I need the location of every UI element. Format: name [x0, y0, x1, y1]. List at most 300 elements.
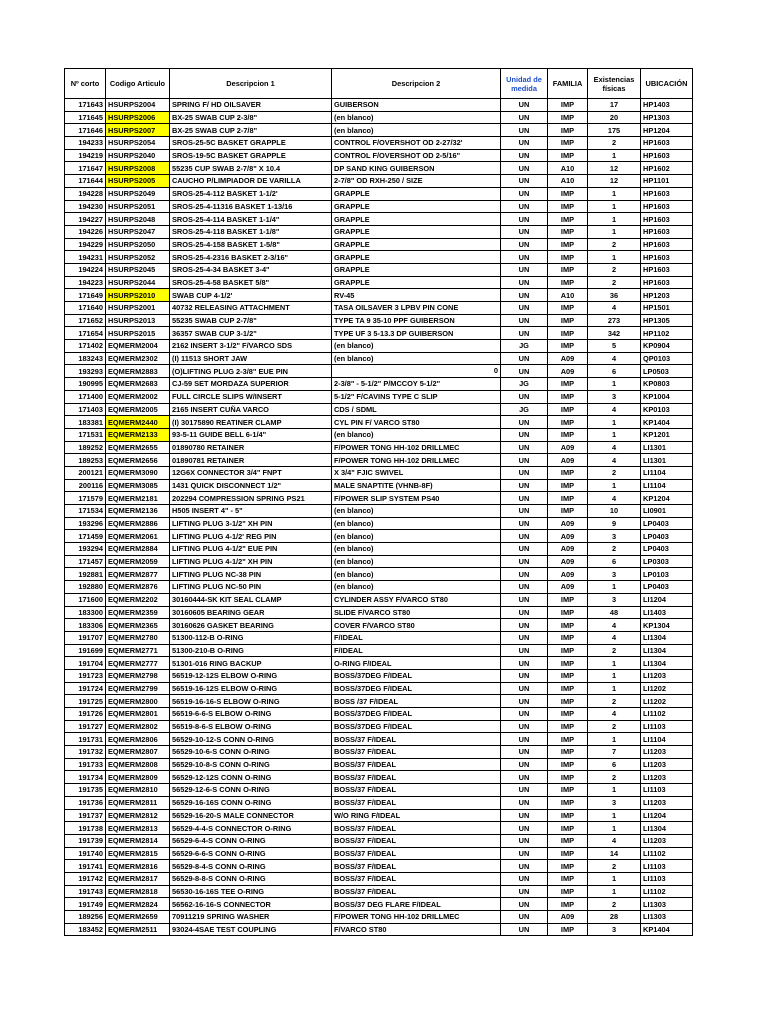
cell-n-corto: 183300 [65, 606, 106, 619]
cell-existencias: 175 [588, 124, 641, 137]
cell-descripcion-2: F/VARCO ST80 [332, 923, 501, 936]
cell-n-corto: 191743 [65, 885, 106, 898]
cell-familia: IMP [548, 327, 588, 340]
cell-descripcion-1: LIFTING PLUG 3-1/2" XH PIN [170, 517, 332, 530]
cell-existencias: 6 [588, 555, 641, 568]
header-descripcion-2: Descripcion 2 [332, 69, 501, 99]
cell-unidad-medida: UN [501, 327, 548, 340]
cell-descripcion-1: 51300-112-B O-RING [170, 631, 332, 644]
table-row [65, 365, 693, 378]
cell-n-corto: 200116 [65, 479, 106, 492]
cell-zero-value: 0 [493, 366, 498, 376]
cell-existencias: 7 [588, 746, 641, 759]
cell-codigo-articulo: EQMERM2818 [106, 885, 170, 898]
cell-descripcion-1: SWAB CUP 4-1/2' [170, 289, 332, 302]
cell-ubicacion: LI1202 [641, 695, 693, 708]
cell-n-corto: 171403 [65, 403, 106, 416]
cell-existencias: 9 [588, 517, 641, 530]
cell-existencias: 1 [588, 669, 641, 682]
cell-ubicacion: KP0103 [641, 403, 693, 416]
cell-n-corto: 193293 [65, 365, 106, 378]
cell-ubicacion: LI1403 [641, 606, 693, 619]
table-row [65, 758, 693, 771]
cell-unidad-medida: UN [501, 352, 548, 365]
cell-descripcion-1: BX-25 SWAB CUP 2-7/8" [170, 124, 332, 137]
cell-existencias: 2 [588, 263, 641, 276]
cell-familia: IMP [548, 276, 588, 289]
cell-familia: IMP [548, 149, 588, 162]
cell-existencias: 2 [588, 771, 641, 784]
cell-unidad-medida: UN [501, 162, 548, 175]
cell-codigo-articulo: HSURPS2007 [106, 124, 170, 137]
cell-codigo-articulo: EQMERM2202 [106, 593, 170, 606]
cell-codigo-articulo: EQMERM2876 [106, 581, 170, 594]
cell-n-corto: 183243 [65, 352, 106, 365]
cell-descripcion-2: (en blanco) [332, 568, 501, 581]
cell-descripcion-2: BOSS/37 F/IDEAL [332, 796, 501, 809]
cell-codigo-articulo: EQMERM2004 [106, 340, 170, 353]
table-row [65, 390, 693, 403]
cell-n-corto: 191704 [65, 657, 106, 670]
cell-codigo-articulo: HSURPS2054 [106, 137, 170, 150]
cell-ubicacion: KP0904 [641, 340, 693, 353]
cell-descripcion-2: 5-1/2" F/CAVINS TYPE C SLIP [332, 390, 501, 403]
table-row [65, 682, 693, 695]
cell-codigo-articulo: EQMERM2800 [106, 695, 170, 708]
cell-codigo-articulo: EQMERM2884 [106, 543, 170, 556]
cell-descripcion-1: 01890781 RETAINER [170, 454, 332, 467]
cell-familia: IMP [548, 708, 588, 721]
cell-existencias: 5 [588, 340, 641, 353]
cell-codigo-articulo: EQMERM2061 [106, 530, 170, 543]
table-row [65, 657, 693, 670]
cell-n-corto: 191723 [65, 669, 106, 682]
cell-descripcion-2: TASA OILSAVER 3 LPBV PIN CONE [332, 302, 501, 315]
cell-unidad-medida: UN [501, 251, 548, 264]
cell-existencias: 4 [588, 708, 641, 721]
cell-descripcion-1: 56519-16-16-S ELBOW O-RING [170, 695, 332, 708]
cell-n-corto: 191742 [65, 872, 106, 885]
table-row [65, 771, 693, 784]
cell-codigo-articulo: HSURPS2005 [106, 175, 170, 188]
cell-existencias: 2 [588, 695, 641, 708]
cell-unidad-medida: UN [501, 784, 548, 797]
cell-familia: IMP [548, 466, 588, 479]
cell-familia: IMP [548, 809, 588, 822]
cell-n-corto: 191741 [65, 860, 106, 873]
cell-unidad-medida: UN [501, 682, 548, 695]
cell-n-corto: 191726 [65, 708, 106, 721]
cell-descripcion-2: GRAPPLE [332, 187, 501, 200]
cell-ubicacion: HP1101 [641, 175, 693, 188]
table-row [65, 175, 693, 188]
cell-unidad-medida: UN [501, 555, 548, 568]
cell-descripcion-1: SROS-25-4-158 BASKET 1-5/8" [170, 238, 332, 251]
cell-unidad-medida: UN [501, 669, 548, 682]
cell-descripcion-2: BOSS/37DEG F/IDEAL [332, 708, 501, 721]
cell-existencias: 1 [588, 733, 641, 746]
cell-unidad-medida: UN [501, 99, 548, 112]
cell-ubicacion: LI1102 [641, 708, 693, 721]
cell-unidad-medida: UN [501, 454, 548, 467]
table-row [65, 149, 693, 162]
cell-ubicacion: LI1202 [641, 682, 693, 695]
cell-familia: IMP [548, 137, 588, 150]
cell-codigo-articulo: EQMERM2809 [106, 771, 170, 784]
cell-ubicacion: LI1102 [641, 847, 693, 860]
cell-descripcion-1: 56529-16-16S CONN O-RING [170, 796, 332, 809]
cell-existencias: 1 [588, 251, 641, 264]
cell-descripcion-2: GRAPPLE [332, 225, 501, 238]
cell-descripcion-1: 55235 SWAB CUP 2-7/8" [170, 314, 332, 327]
cell-unidad-medida: UN [501, 911, 548, 924]
cell-unidad-medida: UN [501, 225, 548, 238]
cell-descripcion-2: (en blanco) [332, 428, 501, 441]
cell-unidad-medida: UN [501, 898, 548, 911]
cell-unidad-medida: JG [501, 403, 548, 416]
cell-familia: IMP [548, 746, 588, 759]
cell-ubicacion: LI1104 [641, 733, 693, 746]
cell-existencias: 2 [588, 720, 641, 733]
cell-ubicacion: KP1201 [641, 428, 693, 441]
table-row [65, 872, 693, 885]
cell-descripcion-1: 56519-12-12S ELBOW O-RING [170, 669, 332, 682]
cell-descripcion-2: BOSS/37DEG F/IDEAL [332, 720, 501, 733]
cell-unidad-medida: UN [501, 543, 548, 556]
cell-existencias: 273 [588, 314, 641, 327]
cell-existencias: 1 [588, 682, 641, 695]
cell-descripcion-2: BOSS/37 F/IDEAL [332, 872, 501, 885]
cell-n-corto: 171579 [65, 492, 106, 505]
cell-unidad-medida: UN [501, 441, 548, 454]
table-row [65, 860, 693, 873]
table-row [65, 822, 693, 835]
cell-familia: IMP [548, 847, 588, 860]
cell-descripcion-2: (en blanco) [332, 340, 501, 353]
table-row [65, 276, 693, 289]
cell-ubicacion: LP0403 [641, 530, 693, 543]
cell-codigo-articulo: EQMERM2817 [106, 872, 170, 885]
cell-familia: IMP [548, 111, 588, 124]
cell-descripcion-1: 56529-12-12S CONN O-RING [170, 771, 332, 784]
cell-n-corto: 191740 [65, 847, 106, 860]
cell-descripcion-2: BOSS/37 F/IDEAL [332, 834, 501, 847]
cell-existencias: 3 [588, 568, 641, 581]
cell-familia: IMP [548, 720, 588, 733]
cell-unidad-medida: UN [501, 289, 548, 302]
cell-n-corto: 191736 [65, 796, 106, 809]
cell-unidad-medida: UN [501, 314, 548, 327]
cell-descripcion-2: RV-45 [332, 289, 501, 302]
cell-descripcion-2: (en blanco) [332, 555, 501, 568]
cell-existencias: 28 [588, 911, 641, 924]
cell-unidad-medida: UN [501, 276, 548, 289]
cell-ubicacion: HP1603 [641, 187, 693, 200]
cell-codigo-articulo: HSURPS2049 [106, 187, 170, 200]
cell-codigo-articulo: EQMERM2511 [106, 923, 170, 936]
cell-ubicacion: HP1603 [641, 137, 693, 150]
cell-ubicacion: HP1303 [641, 111, 693, 124]
cell-codigo-articulo: EQMERM2812 [106, 809, 170, 822]
cell-descripcion-1: LIFTING PLUG NC-38 PIN [170, 568, 332, 581]
cell-descripcion-2: CONTROL F/OVERSHOT OD 2-27/32' [332, 137, 501, 150]
cell-descripcion-2: BOSS/37 F/IDEAL [332, 860, 501, 873]
cell-codigo-articulo: EQMERM2815 [106, 847, 170, 860]
cell-familia: IMP [548, 695, 588, 708]
cell-descripcion-2: CONTROL F/OVERSHOT OD 2-5/16" [332, 149, 501, 162]
cell-unidad-medida: UN [501, 872, 548, 885]
cell-existencias: 4 [588, 403, 641, 416]
cell-ubicacion: LI1203 [641, 746, 693, 759]
cell-existencias: 2 [588, 276, 641, 289]
cell-descripcion-2: (en blanco) [332, 530, 501, 543]
cell-familia: IMP [548, 885, 588, 898]
cell-ubicacion: HP1603 [641, 149, 693, 162]
cell-ubicacion: HP1203 [641, 289, 693, 302]
table-row [65, 454, 693, 467]
table-row [65, 416, 693, 429]
cell-descripcion-1: 56529-12-6-S CONN O-RING [170, 784, 332, 797]
table-row [65, 187, 693, 200]
cell-n-corto: 183381 [65, 416, 106, 429]
cell-descripcion-1: 30160605 BEARING GEAR [170, 606, 332, 619]
cell-descripcion-1: SROS-25-4-118 BASKET 1-1/8" [170, 225, 332, 238]
table-row [65, 720, 693, 733]
header-n-corto: Nº corto [65, 69, 106, 99]
cell-ubicacion: LI0901 [641, 505, 693, 518]
cell-unidad-medida: UN [501, 923, 548, 936]
cell-descripcion-2: CYL PIN F/ VARCO ST80 [332, 416, 501, 429]
cell-ubicacion: KP1404 [641, 923, 693, 936]
cell-descripcion-2 [332, 365, 501, 378]
cell-ubicacion: HP1603 [641, 225, 693, 238]
cell-n-corto: 183452 [65, 923, 106, 936]
cell-n-corto: 200121 [65, 466, 106, 479]
cell-unidad-medida: UN [501, 492, 548, 505]
cell-descripcion-1: 51301-016 RING BACKUP [170, 657, 332, 670]
cell-codigo-articulo: EQMERM2683 [106, 378, 170, 391]
cell-familia: A09 [548, 441, 588, 454]
cell-n-corto: 191731 [65, 733, 106, 746]
cell-n-corto: 194233 [65, 137, 106, 150]
cell-n-corto: 189256 [65, 911, 106, 924]
header-codigo-articulo: Codigo Articulo [106, 69, 170, 99]
cell-n-corto: 171459 [65, 530, 106, 543]
cell-descripcion-2: BOSS/37 F/IDEAL [332, 885, 501, 898]
cell-n-corto: 171531 [65, 428, 106, 441]
table-row [65, 505, 693, 518]
cell-descripcion-2: (en blanco) [332, 517, 501, 530]
cell-n-corto: 191749 [65, 898, 106, 911]
cell-ubicacion: LI1103 [641, 860, 693, 873]
cell-descripcion-2: CYLINDER ASSY F/VARCO ST80 [332, 593, 501, 606]
cell-codigo-articulo: EQMERM3085 [106, 479, 170, 492]
table-row [65, 885, 693, 898]
cell-familia: IMP [548, 378, 588, 391]
cell-existencias: 4 [588, 619, 641, 632]
cell-familia: IMP [548, 784, 588, 797]
cell-unidad-medida: UN [501, 695, 548, 708]
table-row [65, 238, 693, 251]
cell-descripcion-2: F/IDEAL [332, 631, 501, 644]
table-row [65, 581, 693, 594]
cell-descripcion-2: SLIDE F/VARCO ST80 [332, 606, 501, 619]
table-row [65, 746, 693, 759]
cell-descripcion-2: TYPE UF 3 5-13.3 DP GUIBERSON [332, 327, 501, 340]
cell-descripcion-2: F/POWER SLIP SYSTEM PS40 [332, 492, 501, 505]
cell-descripcion-1: 1431 QUICK DISCONNECT 1/2" [170, 479, 332, 492]
cell-ubicacion: LI1301 [641, 441, 693, 454]
cell-familia: A09 [548, 911, 588, 924]
cell-unidad-medida: UN [501, 365, 548, 378]
cell-descripcion-2: GUIBERSON [332, 99, 501, 112]
cell-descripcion-1: 56529-16-20-S MALE CONNECTOR [170, 809, 332, 822]
cell-descripcion-1: CAUCHO P/LIMPIADOR DE VARILLA [170, 175, 332, 188]
cell-ubicacion: LP0403 [641, 517, 693, 530]
cell-ubicacion: HP1603 [641, 200, 693, 213]
cell-unidad-medida: UN [501, 644, 548, 657]
cell-codigo-articulo: HSURPS2006 [106, 111, 170, 124]
cell-unidad-medida: UN [501, 834, 548, 847]
cell-descripcion-2: X 3/4" FJIC SWIVEL [332, 466, 501, 479]
cell-n-corto: 171600 [65, 593, 106, 606]
cell-codigo-articulo: EQMERM2133 [106, 428, 170, 441]
cell-codigo-articulo: EQMERM2813 [106, 822, 170, 835]
cell-codigo-articulo: EQMERM2655 [106, 441, 170, 454]
cell-unidad-medida: UN [501, 746, 548, 759]
cell-existencias: 1 [588, 149, 641, 162]
table-row [65, 466, 693, 479]
cell-descripcion-1: (I) 11513 SHORT JAW [170, 352, 332, 365]
cell-codigo-articulo: EQMERM2136 [106, 505, 170, 518]
cell-codigo-articulo: EQMERM2365 [106, 619, 170, 632]
cell-codigo-articulo: HSURPS2051 [106, 200, 170, 213]
cell-descripcion-1: 56529-10-12-S CONN O-RING [170, 733, 332, 746]
table-row [65, 644, 693, 657]
cell-familia: IMP [548, 505, 588, 518]
cell-familia: IMP [548, 619, 588, 632]
cell-ubicacion: LI1103 [641, 720, 693, 733]
cell-descripcion-1: FULL CIRCLE SLIPS W/INSERT [170, 390, 332, 403]
cell-codigo-articulo: EQMERM2807 [106, 746, 170, 759]
cell-existencias: 2 [588, 238, 641, 251]
cell-existencias: 1 [588, 885, 641, 898]
cell-unidad-medida: JG [501, 340, 548, 353]
cell-familia: A09 [548, 555, 588, 568]
cell-n-corto: 194223 [65, 276, 106, 289]
cell-descripcion-2: COVER F/VARCO ST80 [332, 619, 501, 632]
cell-familia: A09 [548, 365, 588, 378]
cell-n-corto: 171645 [65, 111, 106, 124]
cell-n-corto: 191707 [65, 631, 106, 644]
cell-n-corto: 191733 [65, 758, 106, 771]
cell-n-corto: 191699 [65, 644, 106, 657]
cell-codigo-articulo: EQMERM2181 [106, 492, 170, 505]
cell-familia: IMP [548, 213, 588, 226]
cell-descripcion-2: CDS / SDML [332, 403, 501, 416]
cell-existencias: 10 [588, 505, 641, 518]
cell-ubicacion: LI1203 [641, 771, 693, 784]
cell-codigo-articulo: EQMERM2824 [106, 898, 170, 911]
cell-codigo-articulo: EQMERM2806 [106, 733, 170, 746]
table-body [65, 99, 693, 936]
cell-familia: IMP [548, 872, 588, 885]
cell-descripcion-1: SROS-25-4-34 BASKET 3-4" [170, 263, 332, 276]
cell-ubicacion: HP1603 [641, 238, 693, 251]
cell-descripcion-2: BOSS/37 DEG FLARE F/IDEAL [332, 898, 501, 911]
cell-familia: IMP [548, 631, 588, 644]
cell-n-corto: 194231 [65, 251, 106, 264]
inventory-table [64, 68, 693, 936]
table-row [65, 555, 693, 568]
cell-n-corto: 171643 [65, 99, 106, 112]
table-row [65, 733, 693, 746]
table-row [65, 340, 693, 353]
cell-unidad-medida: UN [501, 796, 548, 809]
cell-descripcion-2: (en blanco) [332, 124, 501, 137]
cell-unidad-medida: UN [501, 200, 548, 213]
cell-descripcion-2: TYPE TA 9 35-10 PPF GUIBERSON [332, 314, 501, 327]
table-row [65, 834, 693, 847]
cell-descripcion-2: F/IDEAL [332, 644, 501, 657]
cell-unidad-medida: UN [501, 505, 548, 518]
table-row [65, 137, 693, 150]
cell-descripcion-1: 01890780 RETAINER [170, 441, 332, 454]
cell-codigo-articulo: EQMERM2808 [106, 758, 170, 771]
cell-n-corto: 191724 [65, 682, 106, 695]
cell-familia: IMP [548, 644, 588, 657]
cell-descripcion-1: 51300-210-B O-RING [170, 644, 332, 657]
cell-unidad-medida: UN [501, 187, 548, 200]
cell-codigo-articulo: EQMERM2002 [106, 390, 170, 403]
cell-familia: IMP [548, 238, 588, 251]
cell-descripcion-1: (O)LIFTING PLUG 2-3/8" EUE PIN [170, 365, 332, 378]
table-row [65, 669, 693, 682]
cell-existencias: 1 [588, 213, 641, 226]
cell-n-corto: 191725 [65, 695, 106, 708]
cell-unidad-medida: UN [501, 238, 548, 251]
cell-codigo-articulo: HSURPS2004 [106, 99, 170, 112]
cell-codigo-articulo: EQMERM2359 [106, 606, 170, 619]
cell-descripcion-2: GRAPPLE [332, 251, 501, 264]
cell-codigo-articulo: EQMERM2798 [106, 669, 170, 682]
cell-familia: A09 [548, 530, 588, 543]
cell-existencias: 3 [588, 390, 641, 403]
cell-codigo-articulo: EQMERM2005 [106, 403, 170, 416]
cell-unidad-medida: UN [501, 302, 548, 315]
cell-unidad-medida: UN [501, 137, 548, 150]
cell-descripcion-1: SROS-25-4-58 BASKET 5/8" [170, 276, 332, 289]
cell-descripcion-2: (en blanco) [332, 543, 501, 556]
cell-unidad-medida: UN [501, 466, 548, 479]
cell-ubicacion: LI1304 [641, 644, 693, 657]
cell-ubicacion: LI1303 [641, 898, 693, 911]
cell-unidad-medida: UN [501, 111, 548, 124]
cell-unidad-medida: UN [501, 530, 548, 543]
cell-existencias: 1 [588, 657, 641, 670]
cell-descripcion-1: 30160626 GASKET BEARING [170, 619, 332, 632]
table-header [65, 69, 693, 99]
cell-descripcion-1: SROS-19-5C BASKET GRAPPLE [170, 149, 332, 162]
cell-descripcion-1: 70911219 SPRING WASHER [170, 911, 332, 924]
cell-codigo-articulo: EQMERM2656 [106, 454, 170, 467]
cell-unidad-medida: UN [501, 149, 548, 162]
cell-codigo-articulo: EQMERM2059 [106, 555, 170, 568]
cell-familia: IMP [548, 657, 588, 670]
cell-unidad-medida: UN [501, 263, 548, 276]
cell-familia: IMP [548, 251, 588, 264]
cell-familia: IMP [548, 771, 588, 784]
